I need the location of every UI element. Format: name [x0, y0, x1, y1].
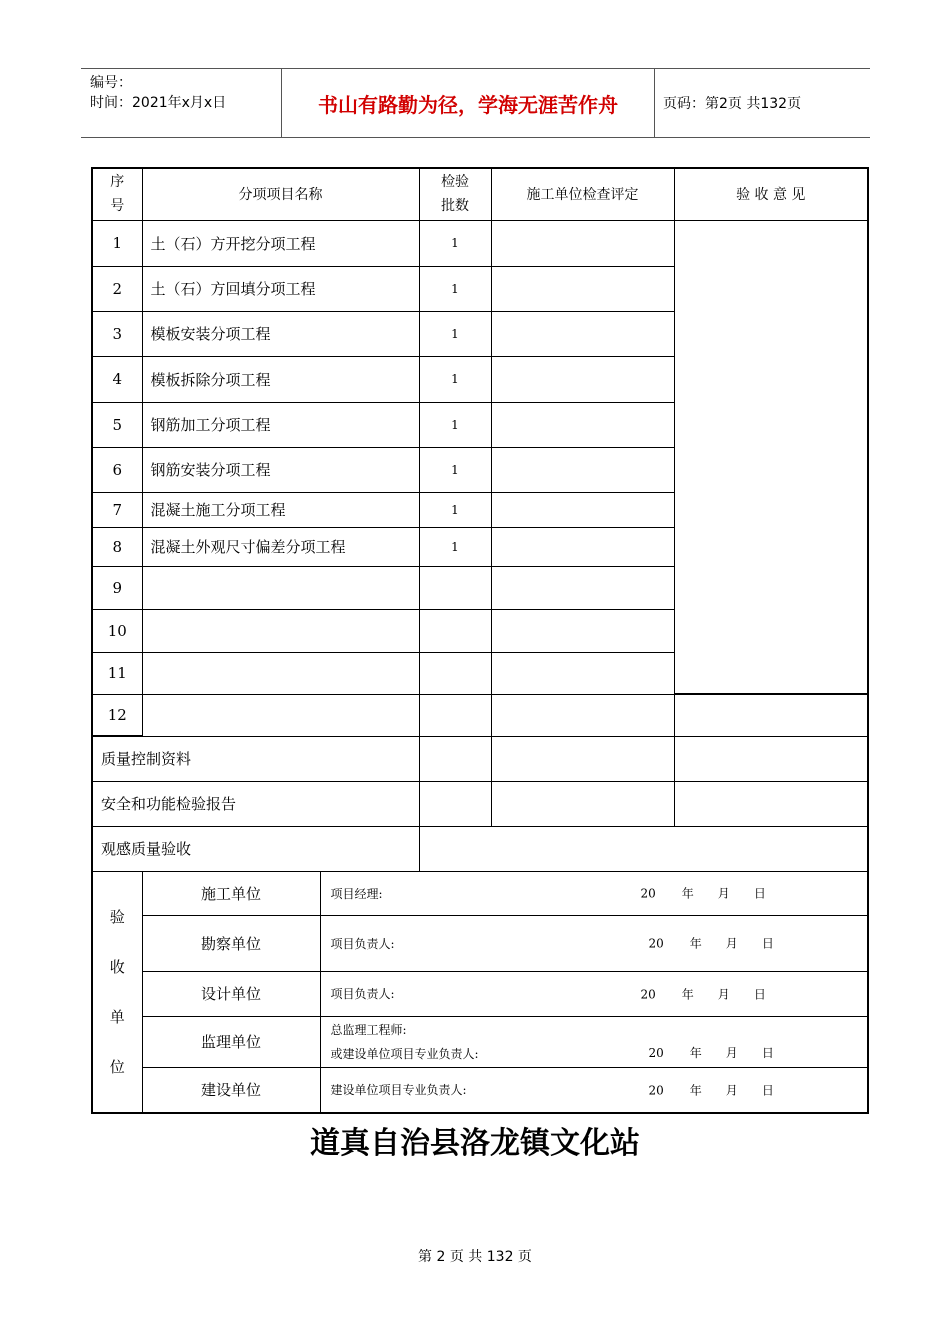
unit-role: 项目负责人: [330, 987, 395, 1001]
time-label: 时间：2021年x月x日 [90, 95, 227, 111]
acceptance-unit-row [92, 971, 868, 1016]
row-no: 1 [92, 220, 142, 266]
date-year: 20 [640, 886, 656, 901]
quality-docs-row [92, 736, 868, 781]
row-count: 1 [419, 266, 491, 311]
date-year: 20 [648, 936, 664, 951]
date-day-label: 日 [761, 1083, 774, 1098]
unit-role: 建设单位项目专业负责人: [330, 1083, 467, 1098]
row-name [142, 566, 419, 609]
row-no: 11 [92, 652, 142, 694]
safety-report-eval-cell [491, 781, 674, 826]
quality-docs-count-cell [419, 736, 491, 781]
safety-report-label: 安全和功能检验报告 [92, 781, 419, 826]
row-name [142, 609, 419, 652]
appearance-value-cell [419, 826, 868, 871]
unit-signature-cell [320, 1067, 868, 1113]
date-year-label: 年 [689, 936, 702, 951]
row-no: 4 [92, 356, 142, 402]
date-year: 20 [648, 1083, 664, 1098]
unit-signature-cell [320, 871, 868, 915]
row-no: 5 [92, 402, 142, 447]
row-name: 模板拆除分项工程 [142, 356, 419, 402]
date-month-label: 月 [717, 886, 730, 901]
row-count: 1 [419, 220, 491, 266]
header-acceptance-opinion: 验 收 意 见 [674, 168, 868, 220]
date-day-label: 日 [753, 886, 766, 901]
date-year-label: 年 [689, 1083, 702, 1098]
row-no: 12 [92, 694, 142, 736]
appearance-row [92, 826, 868, 871]
date-month-label: 月 [717, 987, 730, 1001]
row-name [142, 694, 419, 736]
unit-name: 勘察单位 [142, 915, 320, 971]
header-meta [90, 73, 280, 113]
header-page-label: 页码：第2页 共132页 [663, 96, 802, 112]
row-name: 土（石）方回填分项工程 [142, 266, 419, 311]
unit-role: 项目负责人: [330, 936, 395, 951]
row-count: 1 [419, 402, 491, 447]
row-eval-cell [491, 527, 674, 566]
unit-role: 总监理工程师: [330, 1022, 407, 1037]
date-year: 20 [640, 987, 656, 1001]
row-name: 混凝土外观尺寸偏差分项工程 [142, 527, 419, 566]
unit-name: 监理单位 [142, 1016, 320, 1067]
signature-date [641, 885, 766, 902]
date-year-label: 年 [681, 987, 694, 1001]
header-contractor-eval: 施工单位检查评定 [491, 168, 674, 220]
row-name: 钢筋加工分项工程 [142, 402, 419, 447]
row-no: 10 [92, 609, 142, 652]
safety-report-count-cell [419, 781, 491, 826]
date-month-label: 月 [725, 936, 738, 951]
row-eval-cell [491, 694, 674, 736]
row-count: 1 [419, 356, 491, 402]
row-no: 2 [92, 266, 142, 311]
header-divider [654, 69, 655, 137]
table-header-row [92, 168, 868, 220]
row-count: 1 [419, 311, 491, 356]
row-name: 土（石）方开挖分项工程 [142, 220, 419, 266]
row-count: 1 [419, 492, 491, 527]
unit-role: 项目经理: [330, 886, 383, 901]
acceptance-group-char: 单 [109, 1007, 125, 1026]
row-eval-cell [491, 609, 674, 652]
appearance-label: 观感质量验收 [92, 826, 419, 871]
row-name: 钢筋安装分项工程 [142, 447, 419, 492]
unit-name: 设计单位 [142, 971, 320, 1016]
row-eval-cell [491, 402, 674, 447]
acceptance-group-char: 收 [109, 957, 125, 976]
row-eval-cell [491, 220, 674, 266]
acceptance-opinion-cell [674, 220, 868, 694]
unit-signature-cell [320, 1016, 868, 1067]
row-no: 7 [92, 492, 142, 527]
safety-report-row [92, 781, 868, 826]
signature-date [641, 985, 766, 1002]
unit-role-alt: 或建设单位项目专业负责人: [330, 1046, 479, 1061]
header-batch-count [419, 168, 491, 220]
acceptance-group-label [92, 871, 142, 1113]
row-eval-cell [491, 447, 674, 492]
acceptance-unit-row [92, 871, 868, 915]
row-eval-cell [491, 266, 674, 311]
signature-date [649, 1081, 774, 1098]
unit-name: 施工单位 [142, 871, 320, 915]
row-no: 9 [92, 566, 142, 609]
date-month-label: 月 [725, 1083, 738, 1098]
number-label: 编号： [90, 75, 132, 91]
row-eval-cell [491, 311, 674, 356]
row-count: 1 [419, 527, 491, 566]
acceptance-group-char: 位 [109, 1057, 125, 1076]
signature-date [649, 935, 774, 952]
row-count [419, 566, 491, 609]
date-month-label: 月 [725, 1045, 738, 1060]
row-name [142, 652, 419, 694]
acceptance-unit-row [92, 1067, 868, 1113]
row-name: 混凝土施工分项工程 [142, 492, 419, 527]
row-count [419, 609, 491, 652]
table-row [92, 694, 868, 736]
date-year-label: 年 [681, 886, 694, 901]
row-no: 8 [92, 527, 142, 566]
quality-docs-eval-cell [491, 736, 674, 781]
quality-docs-opinion-cell [674, 736, 868, 781]
page-header [81, 68, 870, 138]
unit-name: 建设单位 [142, 1067, 320, 1113]
signature-date [649, 1041, 774, 1065]
row-eval-cell [491, 652, 674, 694]
acceptance-unit-row [92, 1016, 868, 1067]
station-name: 道真自治县洛龙镇文化站 [310, 1126, 640, 1161]
acceptance-unit-row [92, 915, 868, 971]
acceptance-form-table [91, 167, 869, 1114]
row-opinion-cell [674, 694, 868, 736]
acceptance-group-text [93, 892, 142, 1092]
page-number: 第 2 页 共 132 页 [418, 1249, 532, 1265]
date-day-label: 日 [761, 1045, 774, 1060]
date-day-label: 日 [753, 987, 766, 1001]
header-seq [92, 168, 142, 220]
header-batch-count-text: 检验批数 [441, 174, 469, 215]
unit-signature-cell [320, 915, 868, 971]
quality-docs-label: 质量控制资料 [92, 736, 419, 781]
row-name: 模板安装分项工程 [142, 311, 419, 356]
table-row [92, 220, 868, 266]
row-count [419, 652, 491, 694]
date-day-label: 日 [761, 936, 774, 951]
row-count [419, 694, 491, 736]
row-eval-cell [491, 356, 674, 402]
row-eval-cell [491, 566, 674, 609]
header-seq-text: 序号 [110, 174, 125, 215]
row-no: 6 [92, 447, 142, 492]
row-count: 1 [419, 447, 491, 492]
row-no: 3 [92, 311, 142, 356]
date-year-label: 年 [689, 1045, 702, 1060]
acceptance-group-char: 验 [109, 907, 125, 926]
date-year: 20 [648, 1045, 664, 1060]
safety-report-opinion-cell [674, 781, 868, 826]
header-item-name: 分项项目名称 [142, 168, 419, 220]
unit-signature-cell [320, 971, 868, 1016]
header-motto: 书山有路勤为径，学海无涯苦作舟 [318, 92, 618, 117]
row-eval-cell [491, 492, 674, 527]
